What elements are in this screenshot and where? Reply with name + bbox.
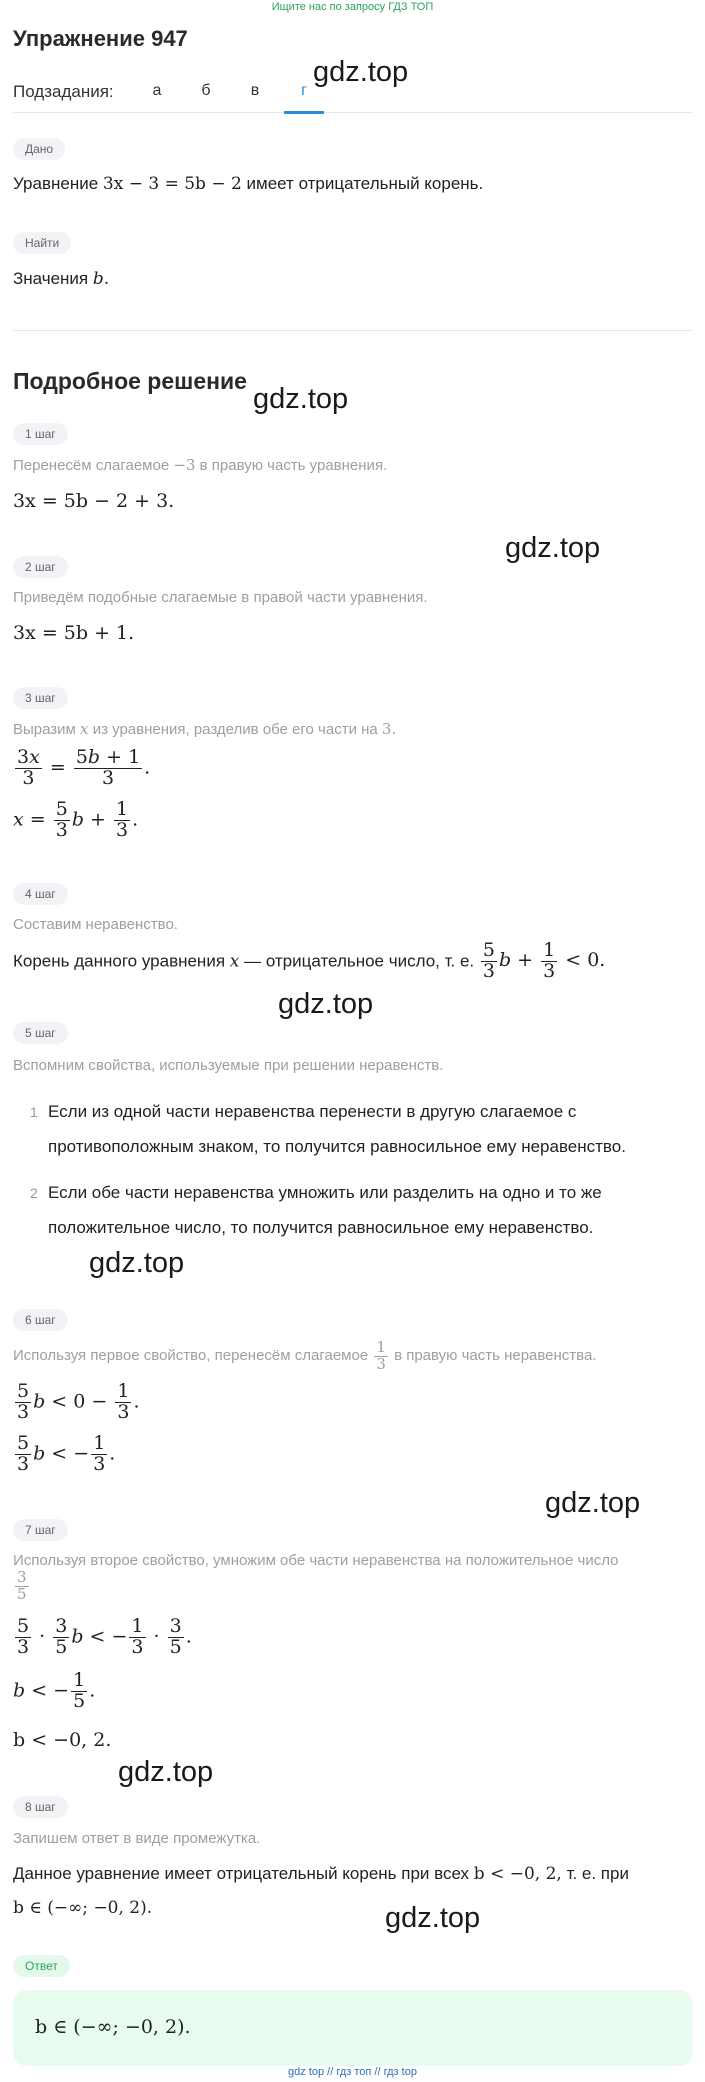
step-8-text-after: т. е. при [566,1864,629,1883]
step-3-equation-1: $\frac{3x}{3}$ = $\frac{5b + 1}{3}$ . [17,746,151,789]
step-1-hint [13,456,387,474]
step-6-hint-before: Используя первое свойство, перенесём слагаемое [13,1347,369,1365]
step-6-hint [13,1340,597,1373]
step-3-hint [13,720,396,738]
step-7-inequality-1: $\frac{5}{3}$ · $\frac{3}{5}$ b < − $\frac{1}{3}$ · $\frac{3}{5}$ . [17,1615,192,1658]
find-pill: Найти [13,232,71,254]
step-6-hint-after: в правую часть неравенства. [394,1347,597,1365]
step-8-text [13,1864,629,1884]
find-variable: b. [92,269,110,289]
step-5-pill: 5 шаг [13,1022,68,1044]
watermark: gdz.top [118,1756,214,1788]
step-2-hint: Приведём подобные слагаемые в правой части уравнения. [13,589,428,606]
step-8-interval: b ∈ (−∞; −0, 2). [13,1898,153,1918]
step-3-hint-before: Выразим [13,721,76,738]
subtask-tab-v[interactable]: в [250,82,260,99]
step-8-pill: 8 шаг [13,1796,68,1818]
given-pill: Дано [13,138,65,160]
subtask-tab-a[interactable]: а [152,82,162,99]
find-text [13,269,109,289]
property-2-text: Если обе части неравенства умножить или разделить на одно и то же положительное число, то получится равносильное ему неравенство. [48,1183,602,1237]
step-6-pill: 6 шаг [13,1309,68,1331]
step-4-var: x [229,951,240,972]
given-text-before: Уравнение [13,174,99,193]
step-1-hint-after: в правую часть уравнения. [199,457,388,474]
step-3-equation-2: x = $\frac{5}{3}$ b + $\frac{1}{3}$ . [13,798,139,841]
subtask-tab-b[interactable]: б [201,82,211,99]
step-8-inequality: b < −0, 2, [473,1864,562,1884]
step-1-pill: 1 шаг [13,423,68,445]
watermark: gdz.top [253,383,349,415]
search-banner: Ищите нас по запросу ГДЗ ТОП [271,1,434,13]
step-6-inequality-1: $\frac{5}{3}$ b < 0 − $\frac{1}{3}$ . [17,1380,140,1423]
watermark: gdz.top [89,1247,185,1279]
page-title: Упражнение 947 [13,26,188,51]
given-text [13,174,483,194]
footer-links[interactable]: gdz top // гдз топ // гдз top [288,2066,417,2078]
watermark: gdz.top [313,56,409,88]
step-3-hint-after: из уравнения, разделив обе его части на [92,721,378,738]
subtasks-label: Подзадания: [13,82,114,101]
step-4-text: Корень данного уравнения x — отрицательное число, т. е. $\frac{5}{3}$ b + $\frac{1}{3}$ < 0. [13,939,606,982]
step-1-hint-math: −3 [173,456,196,474]
step-2-pill: 2 шаг [13,556,68,578]
watermark: gdz.top [385,1902,481,1934]
step-4-text-after: — отрицательное число, т. е. [244,951,475,971]
answer-pill: Ответ [13,1955,70,1977]
step-4-hint: Составим неравенство. [13,916,178,933]
step-3-hint-num: 3. [381,720,397,738]
section-divider [13,330,693,331]
solution-title: Подробное решение [13,368,247,394]
step-8-text-before: Данное уравнение имеет отрицательный корень при всех [13,1864,470,1883]
find-label: Значения [13,269,89,288]
step-2-equation: 3x = 5b + 1. [13,622,135,644]
step-7-pill: 7 шаг [13,1519,68,1541]
step-1-hint-before: Перенесём слагаемое [13,457,170,474]
given-text-after: имеет отрицательный корень. [246,174,484,193]
step-4-text-before: Корень данного уравнения [13,951,226,971]
property-1-number: 1 [30,1104,38,1120]
given-equation: 3x − 3 = 5b − 2 [102,174,242,194]
step-5-hint: Вспомним свойства, используемые при решении неравенств. [13,1057,444,1074]
step-3-hint-var: x [80,720,89,738]
step-7-inequality-2: b < − $\frac{1}{5}$ . [13,1669,96,1712]
step-6-inequality-2: $\frac{5}{3}$ b < − $\frac{1}{3}$ . [17,1432,116,1475]
watermark: gdz.top [505,532,601,564]
watermark: gdz.top [278,988,374,1020]
step-1-equation: 3x = 5b − 2 + 3. [13,490,175,512]
step-8-hint: Запишем ответ в виде промежутка. [13,1830,261,1847]
step-7-inequality-3: b < −0, 2. [13,1729,112,1751]
watermark: gdz.top [545,1487,641,1519]
step-6-hint-fraction: $\frac{1}{3}$ [376,1338,386,1373]
property-1-text: Если из одной части неравенства перенести в другую слагаемое с противоположным знаком, то получится равносильное ему неравенство. [48,1102,626,1156]
step-7-hint: Используя второе свойство, умножим обе части неравенства на положительное число [13,1552,619,1569]
answer-value: b ∈ (−∞; −0, 2). [35,2016,191,2038]
property-2-number: 2 [30,1185,38,1201]
subtask-tab-g[interactable]: г [284,82,324,114]
step-4-pill: 4 шаг [13,883,68,905]
step-3-pill: 3 шаг [13,687,68,709]
answer-box [13,1990,693,2066]
step-7-hint-fraction: $\frac{3}{5}$ [17,1568,27,1603]
